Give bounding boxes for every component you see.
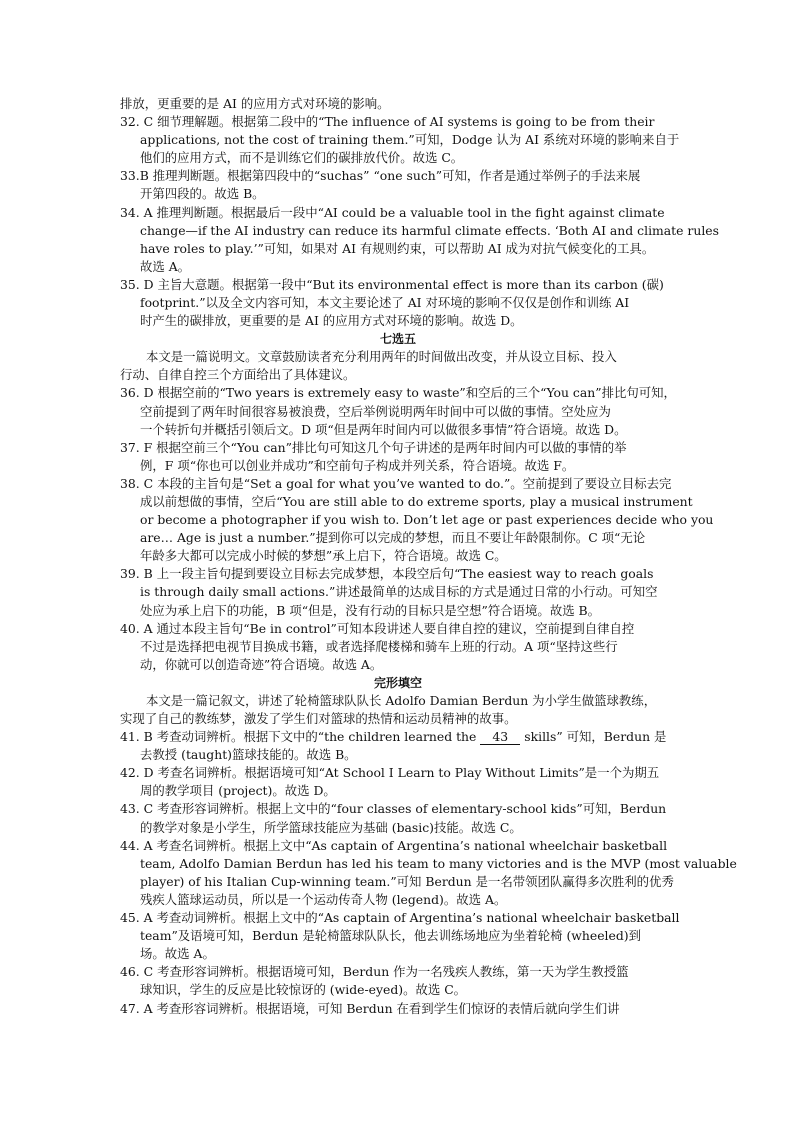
answer-line: 去教授 (taught)篮球技能的。故选 B。	[140, 747, 357, 763]
answer-item	[120, 276, 676, 330]
answer-line	[120, 728, 676, 746]
answer-line: 34. A 推理判断题。根据最后一段中“AI could be a valuable tool in the fight against climate	[120, 204, 665, 220]
answer-line: 32. C 细节理解题。根据第二段中的“The influence of AI systems is going to be from their	[120, 114, 655, 130]
answer-item	[120, 439, 676, 475]
answer-line: 时产生的碳排放，更重要的是 AI 的应用方式对环境的影响。故选 D。	[140, 313, 523, 329]
answer-line: 一个转折句并概括引领后文。D 项“但是两年时间内可以做很多事情”符合语境。故选 D。	[140, 421, 627, 437]
answer-line: is through daily small actions.”讲述最简单的达成目标的方式是通过日常的小行动。可知空	[140, 584, 658, 600]
answer-line: 动，你就可以创造奇迹”符合语境。故选 A。	[140, 656, 383, 672]
answer-item-41	[120, 728, 676, 764]
answer-line: team”及语境可知，Berdun 是轮椅篮球队队长，他去训练场地应为坐着轮椅 (wheeled)到	[140, 928, 641, 944]
answer-line: footprint.”以及全文内容可知，本文主要论述了 AI 对环境的影响不仅仅是创作和训练 AI	[140, 295, 630, 311]
answer-line: 38. C 本段的主旨句是“Set a goal for what you’ve wanted to do.”。空前提到了要设立目标去完	[120, 475, 672, 491]
answer-line: 残疾人篮球运动员，所以是一个运动传奇人物 (legend)。故选 A。	[140, 891, 507, 907]
answer-line: 44. A 考查名词辨析。根据上文中“As captain of Argentina’s national wheelchair basketball	[120, 837, 668, 853]
section-intro-wxtk	[120, 692, 676, 728]
answer-item	[120, 113, 680, 167]
answer-item	[120, 620, 676, 674]
answers-group-cloze	[120, 764, 737, 1017]
answer-item	[120, 837, 737, 909]
answer-line: 不过是选择把电视节目换成书籍，或者选择爬楼梯和骑车上班的行动。A 项“坚持这些行	[140, 638, 618, 654]
answer-line: player) of his Italian Cup-winning team.”可知 Berdun 是一名带领团队赢得多次胜利的优秀	[140, 873, 674, 889]
answer-item	[120, 565, 676, 619]
section-heading-qxw: 七选五	[379, 332, 416, 347]
answer-line: 故选 A。	[140, 258, 191, 274]
answers-group-reading	[120, 113, 719, 330]
answer-item	[120, 963, 676, 999]
answer-item	[120, 909, 680, 963]
answer-line: 成以前想做的事情，空后“You are still able to do extreme sports, play a musical instrument	[140, 493, 693, 509]
answer-item	[120, 384, 676, 438]
intro-line: 行动、自律自控三个方面给出了具体建议。	[120, 367, 356, 383]
answer-line: 40. A 通过本段主旨句“Be in control”可知本段讲述人要自律自控的建议，空前提到自律自控	[120, 620, 635, 636]
intro-line: 本文是一篇说明文。文章鼓励读者充分利用两年的时间做出改变，并从设立目标、投入	[146, 349, 617, 365]
answer-text: skills” 可知，Berdun 是	[520, 729, 667, 745]
answer-key-content	[120, 95, 737, 1018]
answer-item	[120, 800, 676, 836]
answer-line: 例，F 项“你也可以创业并成功”和空前句子构成并列关系，符合语境。故选 F。	[140, 457, 575, 473]
answer-line: 33.B 推理判断题。根据第四段中的“suchas” “one such”可知，作者是通过举例子的手法来展	[120, 168, 641, 184]
answer-line: 场。故选 A。	[140, 946, 215, 962]
answer-item	[120, 1000, 676, 1018]
answer-line: 45. A 考查动词辨析。根据上文中的“As captain of Argentina’s national wheelchair basketball	[120, 910, 680, 926]
answer-line: 处应为承上启下的功能，B 项“但是，没有行动的目标只是空想”符合语境。故选 B。	[140, 602, 601, 618]
answer-item	[120, 204, 719, 276]
intro-line: 实现了自己的教练梦，激发了学生们对篮球的热情和运动员精神的故事。	[120, 711, 517, 726]
section-intro-qxw	[120, 348, 676, 384]
blank-number: 43	[480, 730, 520, 745]
answer-line: 他们的应用方式，而不是训练它们的碳排放代价。故选 C。	[140, 150, 464, 166]
answer-text: 41. B 考查动词辨析。根据下文中的“the children learned the	[120, 729, 481, 745]
continuation-line: 排放，更重要的是 AI 的应用方式对环境的影响。	[120, 96, 390, 111]
intro-line: 本文是一篇记叙文，讲述了轮椅篮球队队长 Adolfo Damian Berdun 为小学生做篮球教练，	[146, 692, 657, 708]
answers-group-qxw	[120, 384, 714, 674]
answer-line: 年龄多大都可以完成小时候的梦想”承上启下，符合语境。故选 C。	[140, 548, 507, 564]
answer-line: 46. C 考查形容词辨析。根据语境可知，Berdun 作为一名残疾人教练，第一天为学生教授篮	[120, 964, 629, 980]
answer-line: or become a photographer if you wish to. Don’t let age or past experiences decide who you	[140, 512, 714, 528]
answer-item	[120, 475, 714, 565]
answer-item	[120, 764, 676, 800]
answer-item	[120, 167, 676, 203]
answer-line: 周的教学项目 (project)。故选 D。	[140, 783, 336, 799]
answer-line: 35. D 主旨大意题。根据第一段中“But its environmental effect is more than its carbon (碳)	[120, 276, 664, 292]
answer-line: 43. C 考查形容词辨析。根据上文中的“four classes of elementary-school kids”可知，Berdun	[120, 801, 667, 817]
answer-line: 开第四段的。故选 B。	[140, 186, 265, 202]
answer-line: team, Adolfo Damian Berdun has led his team to many victories and is the MVP (most valuable	[140, 855, 737, 871]
answer-line: 球知识，学生的反应是比较惊讶的 (wide-eyed)。故选 C。	[140, 982, 467, 998]
answer-line: 的教学对象是小学生，所学篮球技能应为基础 (basic)技能。故选 C。	[140, 819, 522, 835]
answer-line: 36. D 根据空前的“Two years is extremely easy to waste”和空后的三个“You can”排比句可知，	[120, 385, 676, 401]
section-heading-wxtk: 完形填空	[373, 675, 422, 690]
answer-line: are… Age is just a number.”提到你可以完成的梦想，而且不要让年龄限制你。C 项“无论	[140, 530, 646, 546]
answer-line: 空前提到了两年时间很容易被浪费，空后举例说明两年时间中可以做的事情。空处应为	[140, 403, 611, 419]
answer-line: applications, not the cost of training them.”可知，Dodge 认为 AI 系统对环境的影响来自于	[140, 132, 680, 148]
answer-line: have roles to play.’”可知，如果对 AI 有规则约束，可以帮助 AI 成为对抗气候变化的工具。	[140, 240, 655, 256]
answer-line: 42. D 考查名词辨析。根据语境可知“At School I Learn to Play Without Limits”是一个为期五	[120, 765, 660, 781]
answer-line: 37. F 根据空前三个“You can”排比句可知这几个句子讲述的是两年时间内可以做的事情的举	[120, 439, 627, 455]
answer-line: 39. B 上一段主旨句提到要设立目标去完成梦想，本段空后句“The easiest way to reach goals	[120, 566, 654, 582]
answer-line: 47. A 考查形容词辨析。根据语境，可知 Berdun 在看到学生们惊讶的表情后就向学生们讲	[120, 1000, 620, 1016]
answer-line: change—if the AI industry can reduce its harmful climate effects. ‘Both AI and climate rules	[140, 222, 719, 238]
